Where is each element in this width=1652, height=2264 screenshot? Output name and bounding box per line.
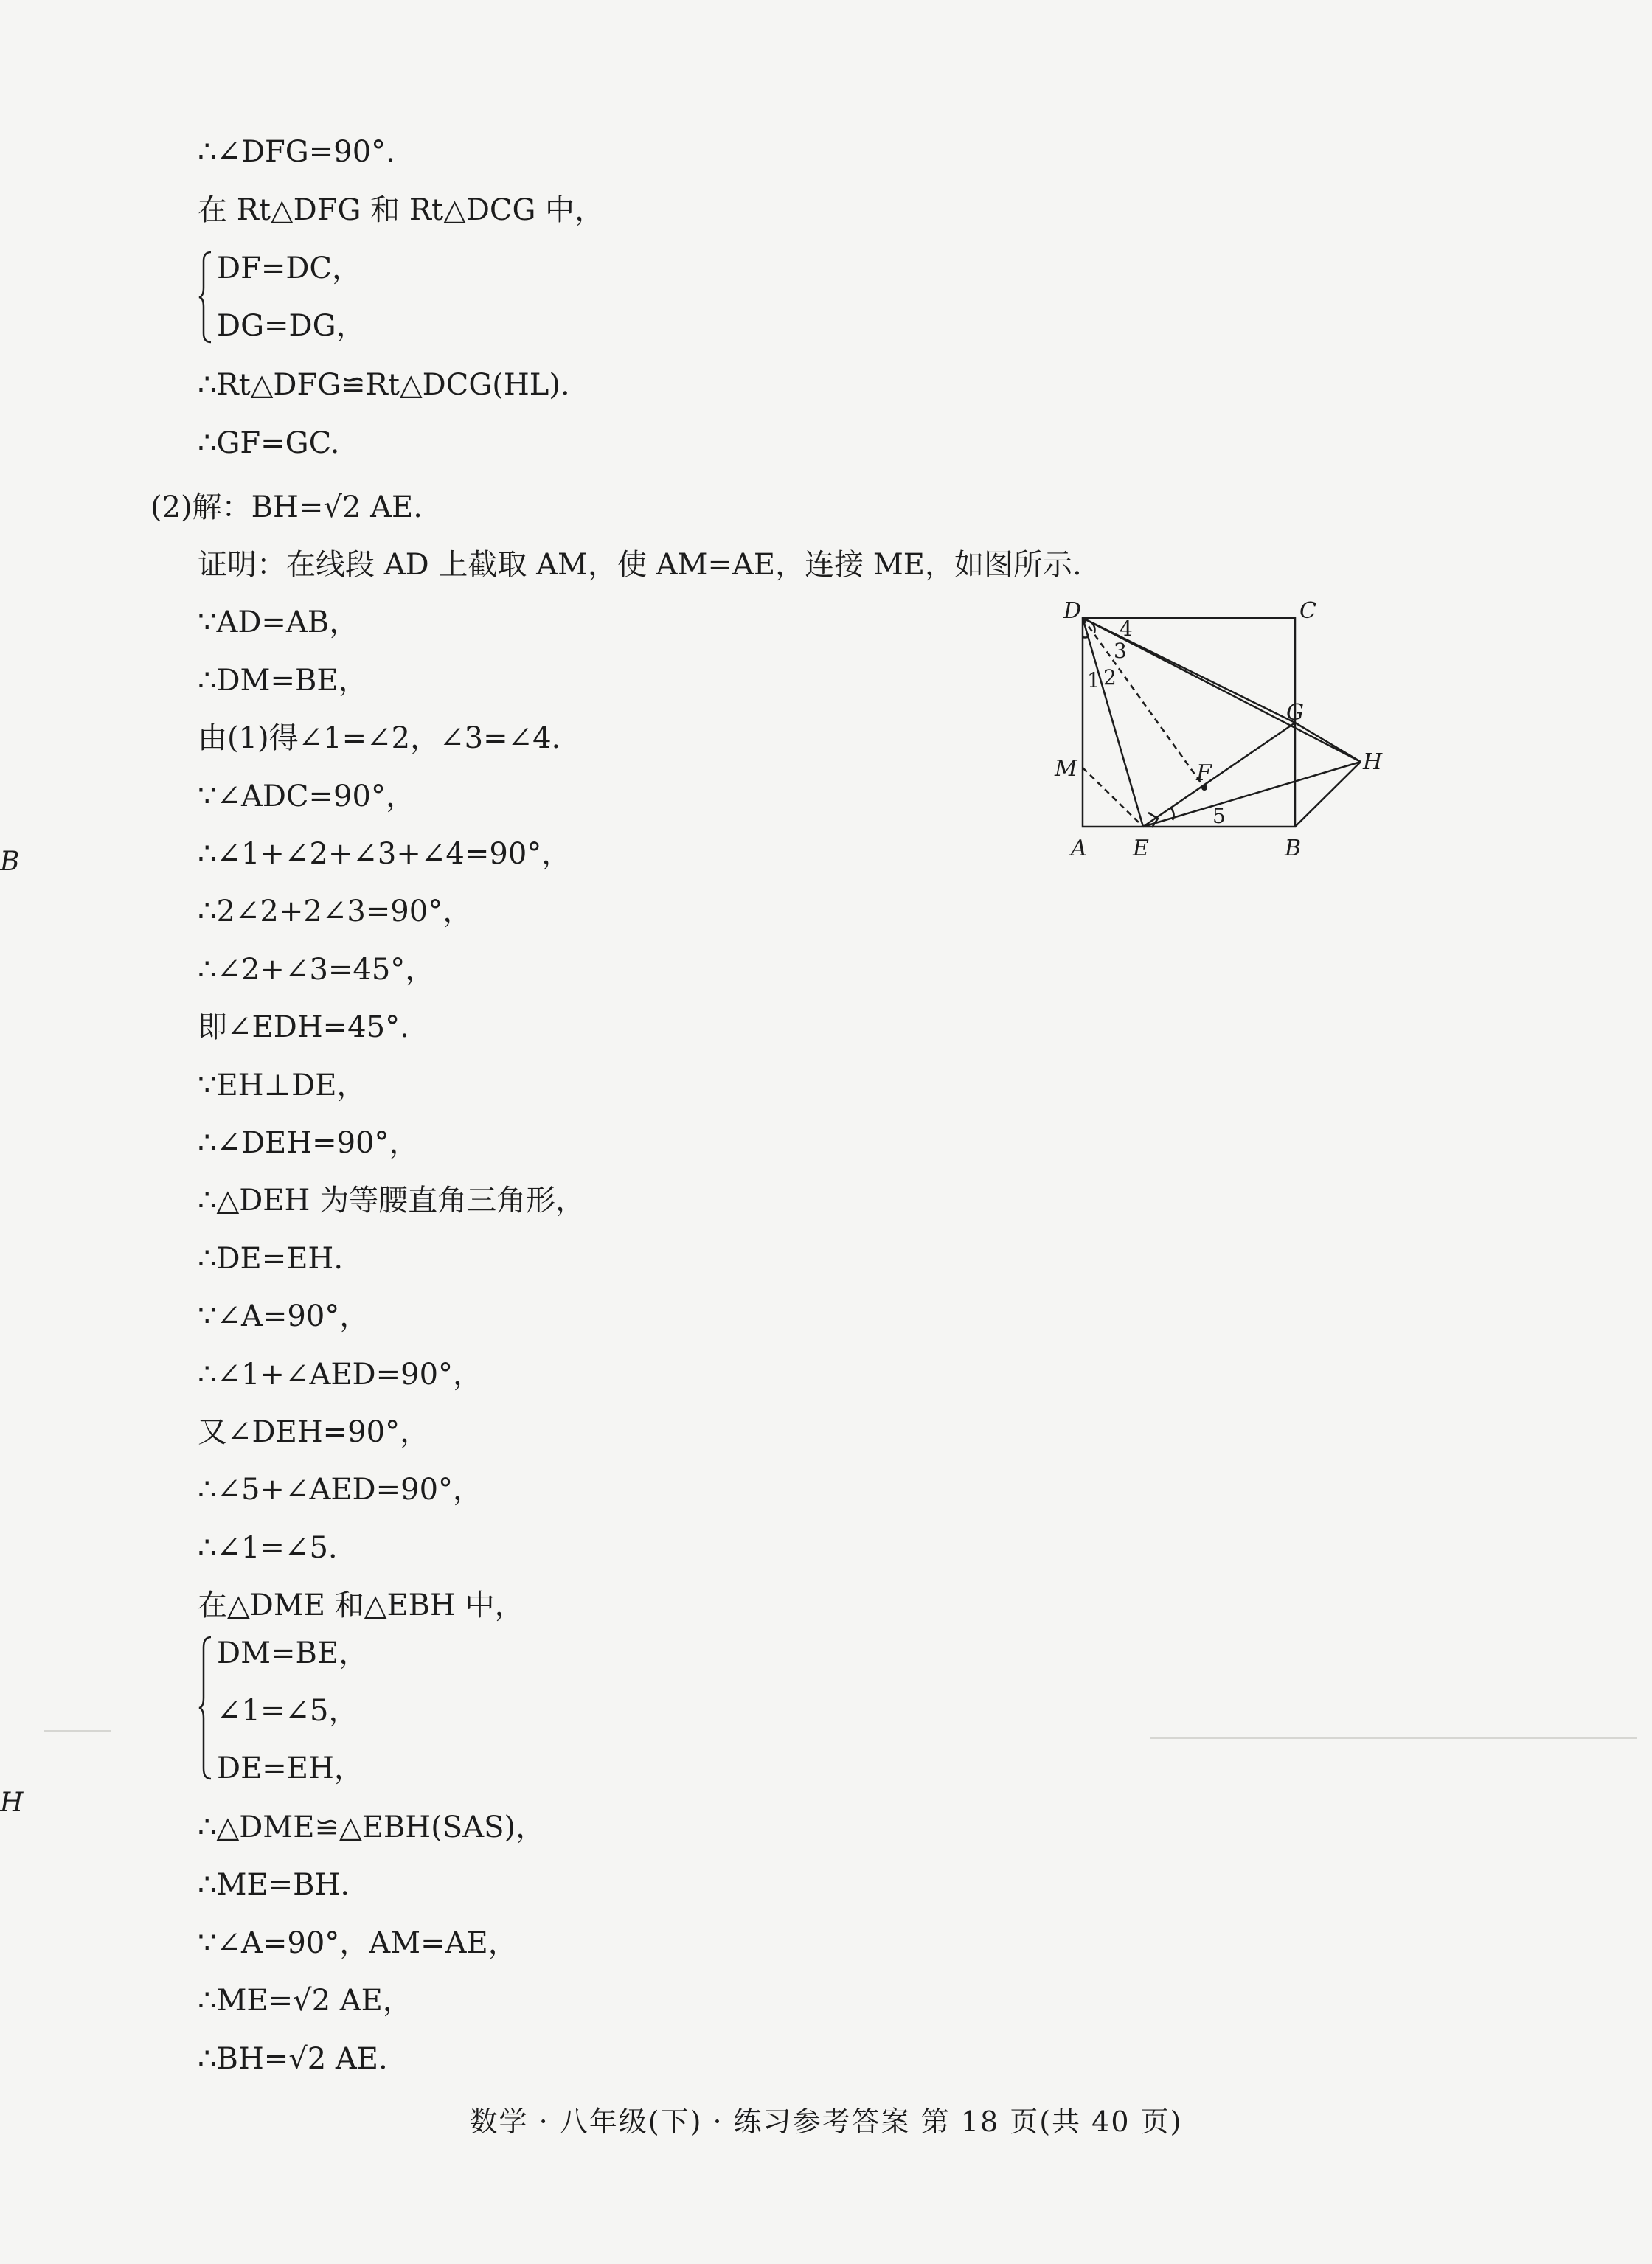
label-e: E (1133, 836, 1149, 861)
text-line: ∴ME=BH. (198, 1868, 350, 1903)
label-b: B (1285, 836, 1302, 861)
part2-heading: (2)解：BH=√2 AE. (150, 490, 423, 524)
angle-label-5: 5 (1212, 804, 1226, 828)
brace-line: DF=DC， (217, 251, 362, 285)
text-line: ∴DE=EH. (198, 1241, 344, 1276)
text-line: 又∠DEH=90°， (198, 1415, 430, 1449)
edge-label: H (0, 1788, 24, 1818)
text-line: 即∠EDH=45°. (198, 1010, 409, 1045)
text-line: ∴△DME≌△EBH(SAS)， (198, 1810, 546, 1844)
text-line: ∴GF=GC. (198, 426, 340, 460)
scan-rule (1150, 1737, 1637, 1739)
text-line: ∵∠A=90°， (198, 1299, 369, 1334)
angle-label-2: 2 (1103, 665, 1117, 690)
text-line: ∴∠1+∠AED=90°， (198, 1357, 483, 1392)
label-m: M (1055, 756, 1077, 782)
text-line: ∴BH=√2 AE. (198, 2041, 388, 2076)
text-line: ∴2∠2+2∠3=90°， (198, 895, 473, 929)
page-footer: 数学 · 八年级(下) · 练习参考答案 第 18 页(共 40 页) (469, 2105, 1183, 2138)
text-line: 证明：在线段 AD 上截取 AM，使 AM=AE，连接 ME，如图所示. (198, 548, 1082, 582)
segment-df-dashed (1083, 618, 1204, 788)
text-line: ∴∠5+∠AED=90°， (198, 1473, 483, 1507)
label-c: C (1299, 598, 1316, 624)
brace-line: DM=BE， (217, 1636, 369, 1670)
text-line: ∵∠A=90°，AM=AE， (198, 1926, 518, 1960)
brace-icon (198, 249, 214, 345)
label-h: H (1363, 749, 1383, 775)
geometry-figure (1032, 590, 1386, 870)
segment-gh (1295, 723, 1361, 762)
angle-label-1: 1 (1087, 668, 1100, 692)
brace-line: DE=EH， (217, 1751, 364, 1785)
label-d: D (1063, 598, 1082, 624)
label-g: G (1286, 700, 1304, 726)
text-line: 由(1)得∠1=∠2，∠3=∠4. (198, 721, 561, 756)
brace-icon (198, 1634, 214, 1782)
scan-rule (44, 1730, 111, 1732)
brace-line: ∠1=∠5， (217, 1694, 358, 1728)
label-f: F (1196, 760, 1212, 786)
text-line: 在 Rt△DFG 和 Rt△DCG 中， (198, 193, 605, 227)
text-line: 在△DME 和△EBH 中， (198, 1588, 524, 1623)
text-line: ∴∠1=∠5. (198, 1530, 338, 1565)
edge-label: B (0, 847, 20, 877)
text-line: ∴ME=√2 AE， (198, 1984, 412, 2018)
brace-line: DG=DG， (217, 309, 366, 343)
text-line: ∴∠DFG=90°. (198, 135, 395, 169)
text-line: ∴DM=BE， (198, 663, 368, 698)
text-line: ∴∠2+∠3=45°， (198, 952, 435, 987)
text-line: ∴∠DEH=90°， (198, 1126, 419, 1160)
text-line: ∵AD=AB， (198, 605, 359, 640)
text-line: ∴∠1+∠2+∠3+∠4=90°， (198, 837, 572, 871)
label-a: A (1071, 836, 1087, 861)
text-line: ∵EH⊥DE， (198, 1068, 367, 1103)
text-line: ∵∠ADC=90°， (198, 779, 415, 813)
angle-label-3: 3 (1114, 639, 1127, 663)
segment-de (1083, 618, 1143, 827)
angle-label-4: 4 (1120, 617, 1133, 641)
text-line: ∴Rt△DFG≌Rt△DCG(HL). (198, 368, 570, 402)
text-line: ∴△DEH 为等腰直角三角形， (198, 1184, 586, 1218)
